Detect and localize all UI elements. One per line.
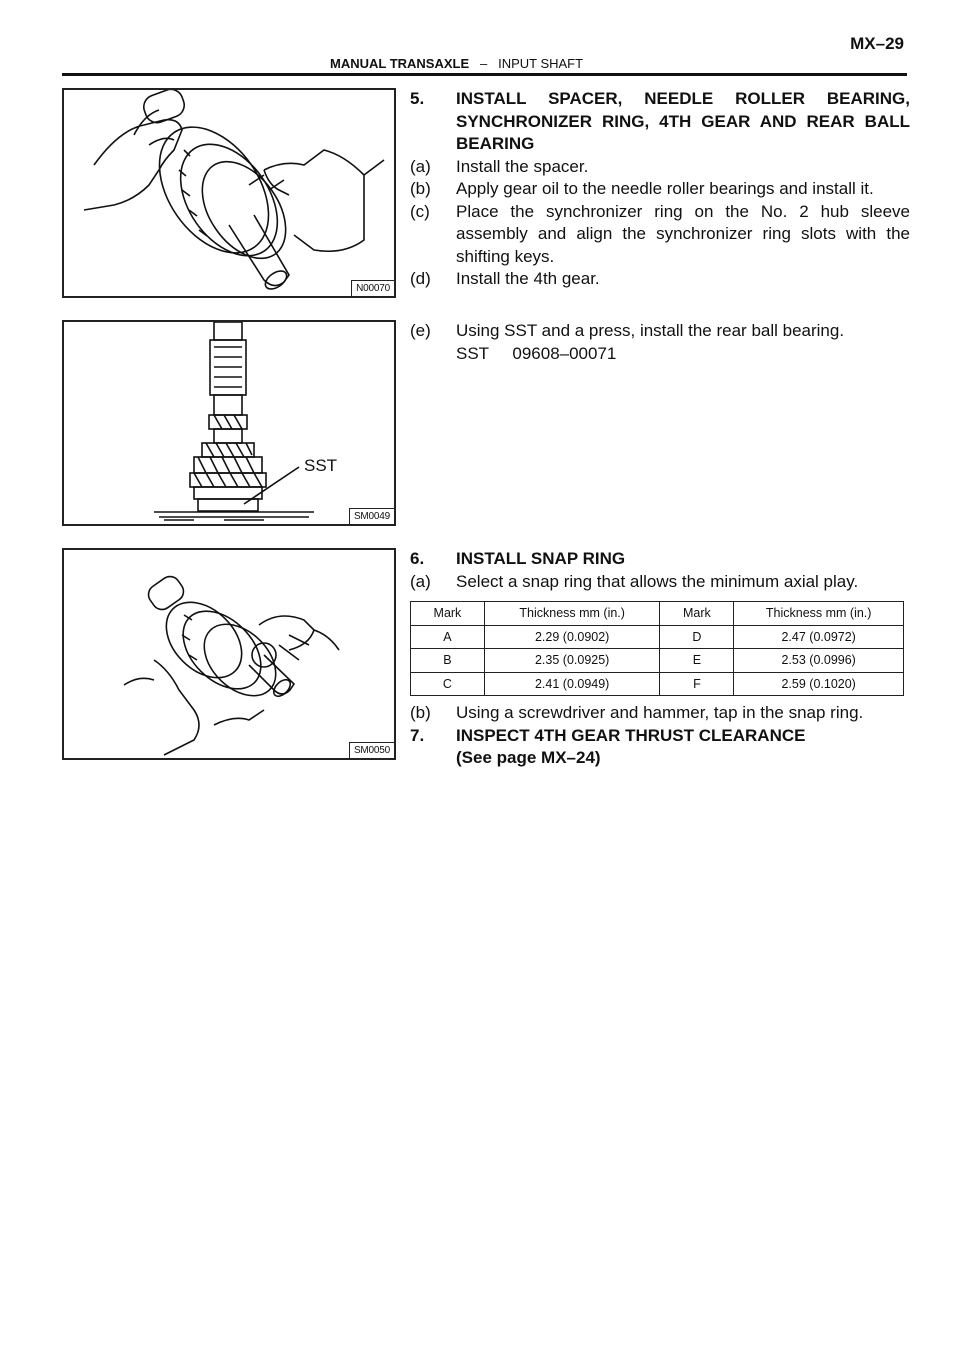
- step-5-item-d: [410, 268, 910, 291]
- table-cell: 2.29 (0.0902): [484, 625, 660, 649]
- table-header-cell: Thickness mm (in.): [734, 602, 904, 626]
- page-number: MX–29: [850, 34, 904, 53]
- figure-snap-ring: [62, 548, 396, 760]
- step-title: INSPECT 4TH GEAR THRUST CLEARANCE: [456, 725, 806, 745]
- table-row: [411, 625, 904, 649]
- step-5-item-b: [410, 178, 910, 201]
- item-mark: (b): [410, 703, 431, 722]
- step-6-item-b: [410, 702, 910, 725]
- step-5-item-a: [410, 156, 910, 179]
- step-title: INSTALL SPACER, NEEDLE ROLLER BEARING, SYNCHRONIZER RING, 4TH GEAR AND REAR BALL BEARING: [456, 89, 910, 153]
- table-header-row: [411, 602, 904, 626]
- item-text: Apply gear oil to the needle roller bearings and install it.: [456, 179, 874, 198]
- table-header-cell: Mark: [660, 602, 734, 626]
- item-mark: (b): [410, 179, 431, 198]
- item-text: Using SST and a press, install the rear ball bearing.: [456, 321, 845, 340]
- step-5-item-e-block: [410, 320, 910, 365]
- table-header-cell: Mark: [411, 602, 485, 626]
- step-6-heading: [410, 548, 910, 571]
- table-header-cell: Thickness mm (in.): [484, 602, 660, 626]
- table-cell: 2.41 (0.0949): [484, 672, 660, 696]
- table-row: [411, 672, 904, 696]
- table-cell: 2.59 (0.1020): [734, 672, 904, 696]
- step-5-item-e: [410, 320, 910, 343]
- step-5-heading: [410, 88, 910, 156]
- step-7-heading: [410, 725, 910, 748]
- table-cell: D: [660, 625, 734, 649]
- section-title: MANUAL TRANSAXLE: [330, 56, 470, 71]
- step-6-item-a: [410, 571, 910, 594]
- item-mark: (d): [410, 269, 431, 288]
- item-text: Using a screwdriver and hammer, tap in the snap ring.: [456, 703, 864, 722]
- sst-number-text: SST 09608–00071: [456, 343, 617, 363]
- illustration-press-sst: [64, 322, 396, 526]
- step-5-block: [410, 88, 910, 291]
- table-cell: C: [411, 672, 485, 696]
- step-number: 7.: [410, 725, 425, 745]
- table-cell: E: [660, 649, 734, 673]
- figure-code: SM0050: [349, 742, 394, 758]
- step-number: 5.: [410, 89, 425, 108]
- figure-code: SM0049: [349, 508, 394, 524]
- item-text: Install the spacer.: [456, 156, 589, 176]
- table-cell: 2.47 (0.0972): [734, 625, 904, 649]
- step-7-reference: [410, 747, 910, 770]
- item-text: Select a snap ring that allows the minimum axial play.: [456, 571, 859, 591]
- item-text: Place the synchronizer ring on the No. 2 hub sleeve assembly and align the synchronizer ring slots with the shifting keys.: [456, 201, 910, 266]
- table-cell: 2.35 (0.0925): [484, 649, 660, 673]
- table-cell: B: [411, 649, 485, 673]
- step-6-block: [410, 548, 910, 770]
- figure-install-gear: [62, 88, 396, 298]
- item-mark: (c): [410, 201, 430, 221]
- snap-ring-thickness-table: [410, 601, 904, 696]
- table-cell: 2.53 (0.0996): [734, 649, 904, 673]
- illustration-hands-input-shaft: [64, 90, 396, 298]
- step-5-item-c: [410, 201, 910, 269]
- subsection-title: INPUT SHAFT: [498, 56, 584, 71]
- sst-callout-label: SST: [304, 456, 338, 475]
- header-separator: –: [480, 56, 488, 71]
- item-mark: (e): [410, 321, 431, 340]
- illustration-snap-ring-install: [64, 550, 396, 760]
- figure-press-bearing: [62, 320, 396, 526]
- page-reference-link[interactable]: (See page MX–24): [456, 748, 601, 767]
- table-row: [411, 649, 904, 673]
- table-cell: F: [660, 672, 734, 696]
- figure-code: N00070: [351, 280, 394, 296]
- table-cell: A: [411, 625, 485, 649]
- step-title: INSTALL SNAP RING: [456, 549, 626, 568]
- item-mark: (a): [410, 156, 431, 176]
- header-title: [330, 56, 583, 71]
- sst-part-number: [410, 343, 910, 366]
- item-mark: (a): [410, 571, 431, 591]
- step-number: 6.: [410, 549, 425, 568]
- header-rule: [62, 73, 907, 76]
- item-text: Install the 4th gear.: [456, 269, 600, 288]
